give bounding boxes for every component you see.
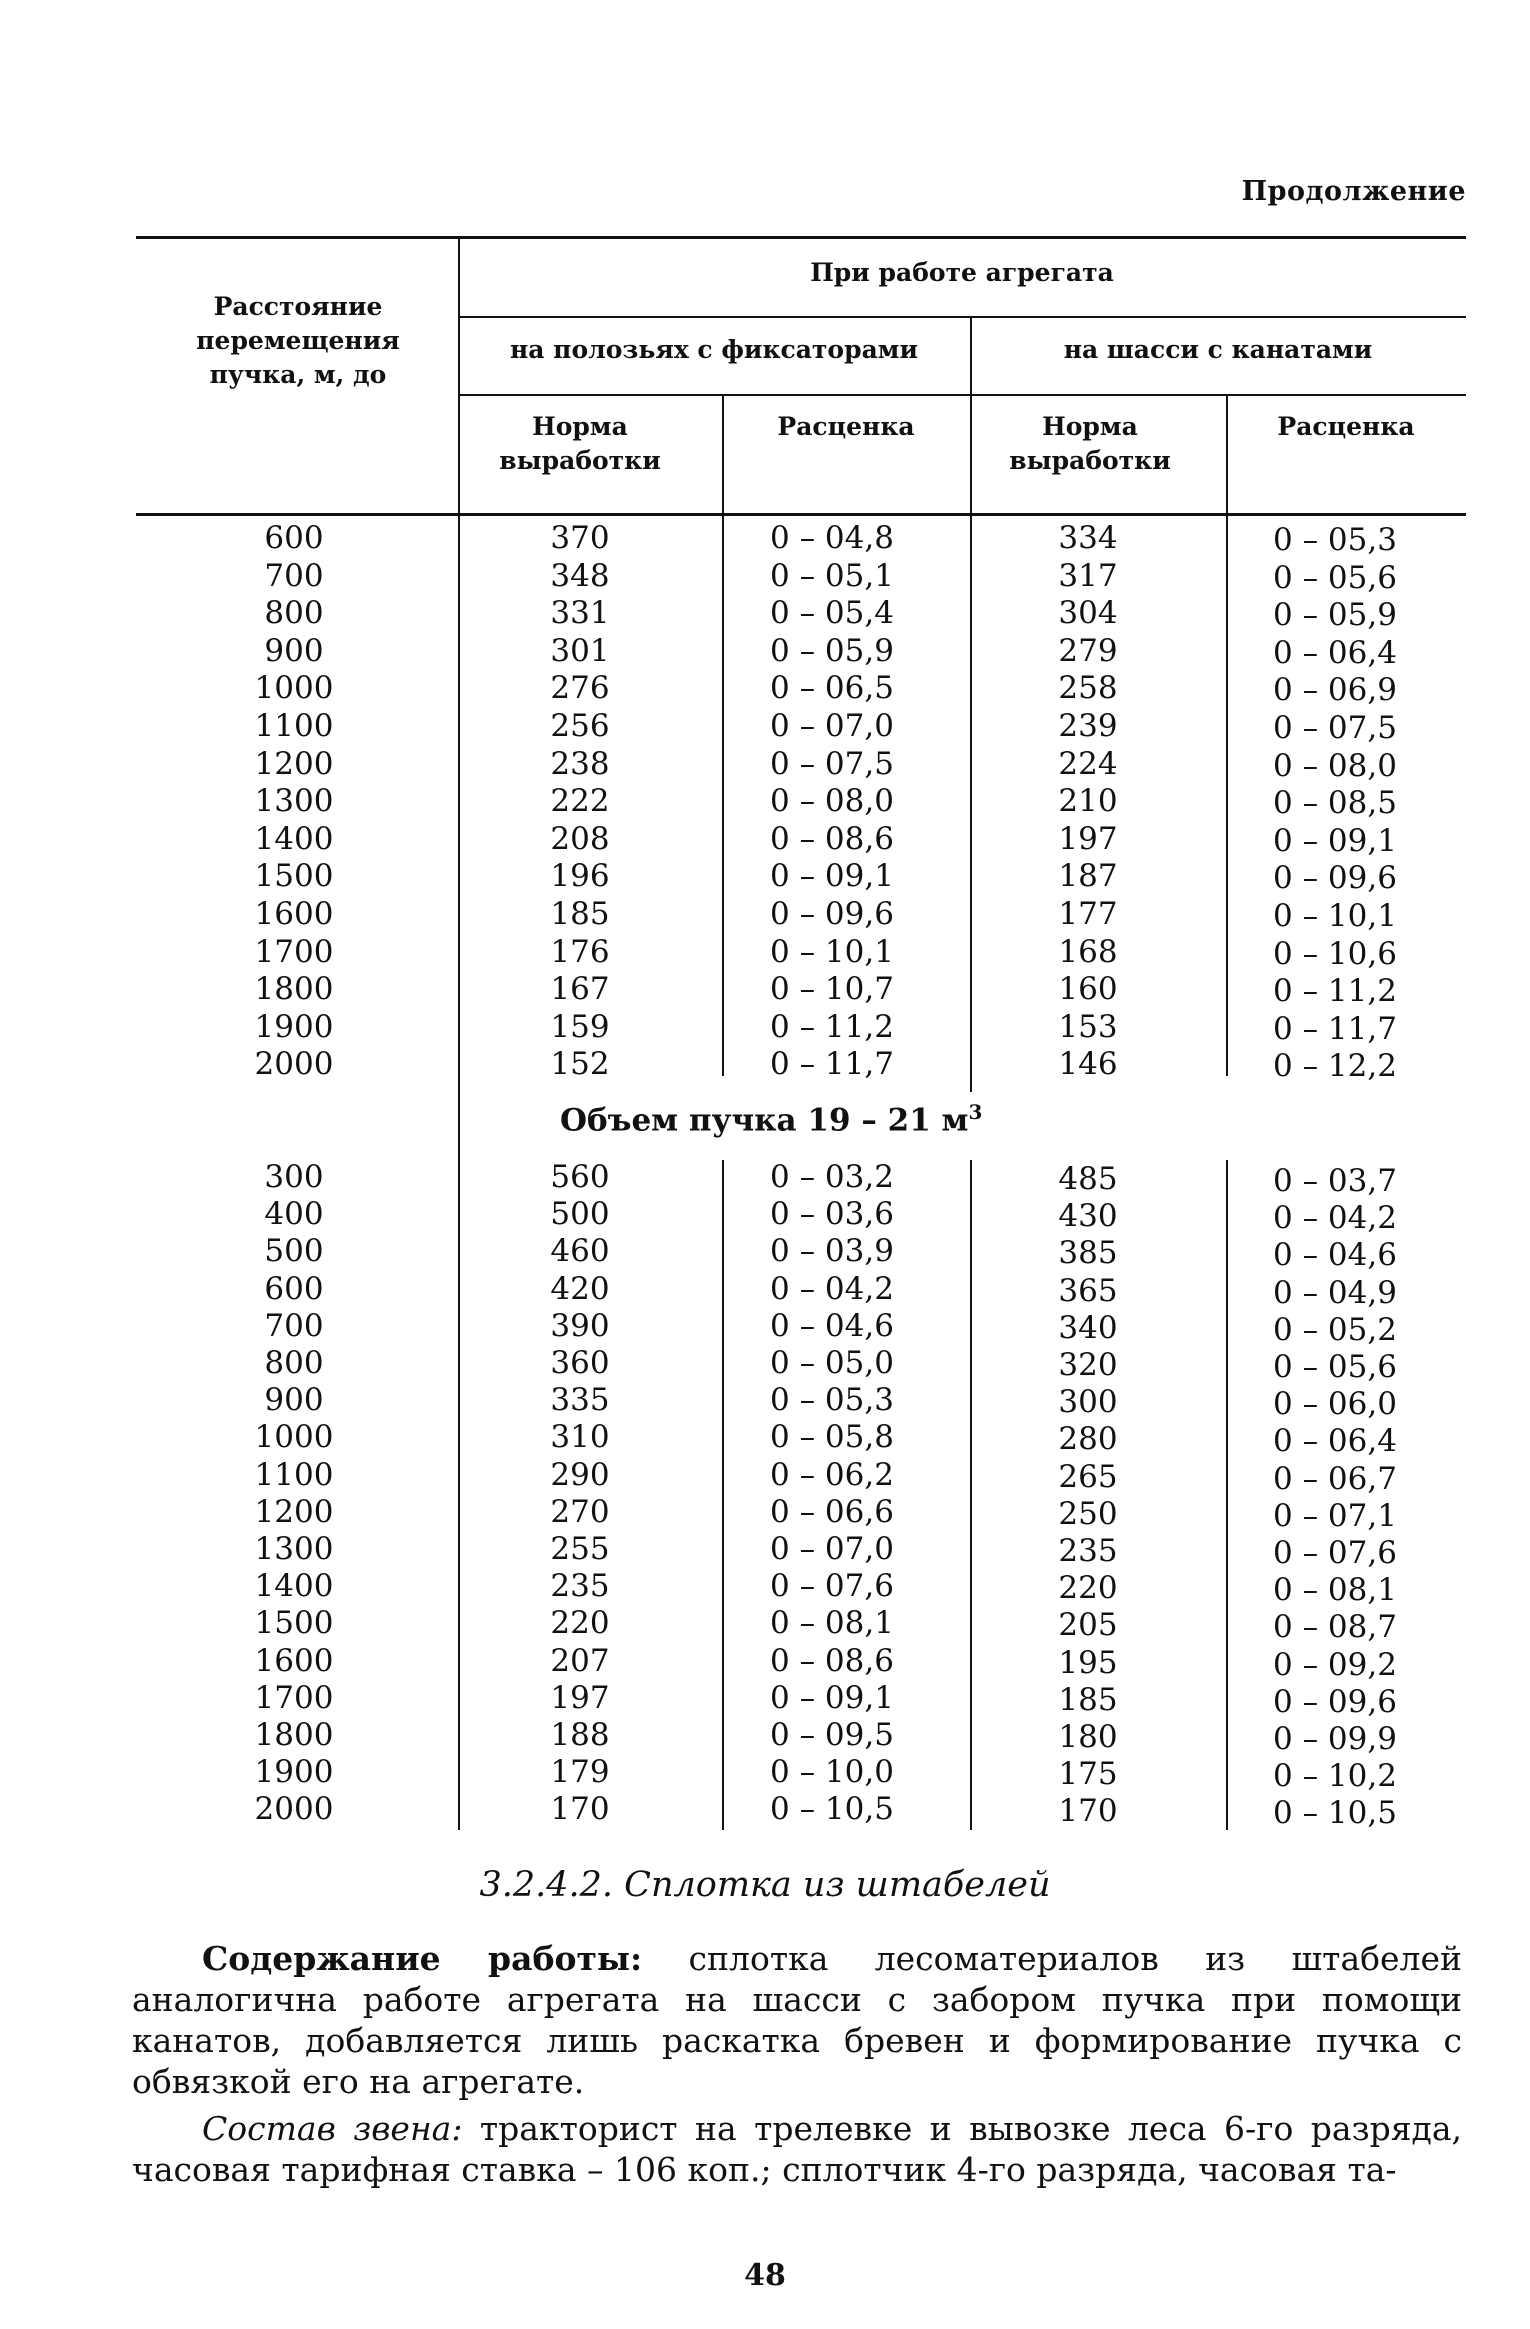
table-cell: 1000: [254, 670, 334, 707]
block2-distance-column: [248, 1159, 340, 1829]
table-cell: 0 – 10,2: [1273, 1758, 1397, 1795]
table-cell: 0 – 11,7: [1273, 1010, 1397, 1047]
table-cell: 168: [1058, 933, 1118, 970]
table-cell: 1000: [254, 1419, 334, 1456]
table-cell: 500: [550, 1196, 610, 1233]
table-cell: 0 – 07,5: [1273, 709, 1397, 746]
table-cell: 400: [264, 1196, 324, 1233]
table-cell: 600: [264, 1270, 324, 1307]
table-cell: 197: [1058, 820, 1118, 857]
header-norm-chassis: Норма выработки: [1009, 412, 1171, 475]
table-cell: 235: [550, 1568, 610, 1605]
table-cell: 0 – 05,6: [1273, 559, 1397, 596]
header-rule-groups: [458, 394, 1466, 396]
block1-divider-skids: [722, 516, 724, 1076]
table-cell: 900: [264, 1382, 324, 1419]
table-cell: 0 – 10,1: [770, 933, 894, 970]
table-cell: 0 – 03,2: [770, 1159, 894, 1195]
table-cell: 0 – 04,8: [770, 520, 894, 556]
table-cell: 0 – 07,0: [770, 1531, 894, 1568]
table-cell: 0 – 10,7: [770, 971, 894, 1008]
section-subheading: 3.2.4.2. Сплотка из штабелей: [479, 1865, 1051, 1905]
table-cell: 430: [1058, 1198, 1118, 1235]
header-group-skids: на полозьях с фиксаторами: [509, 335, 919, 364]
table-cell: 390: [550, 1307, 610, 1344]
table-cell: 1700: [254, 1679, 334, 1716]
table-cell: 365: [1058, 1272, 1118, 1309]
table-cell: 210: [1058, 783, 1118, 820]
table-cell: 280: [1058, 1421, 1118, 1458]
table-cell: 900: [264, 632, 324, 669]
table-cell: 0 – 09,2: [1273, 1646, 1397, 1683]
table-cell: 300: [264, 1159, 324, 1195]
block1-norm-chassis-column: [1048, 520, 1128, 1084]
table-cell: 0 – 06,4: [1273, 1423, 1397, 1460]
table-cell: 175: [1058, 1756, 1118, 1793]
table-cell: 0 – 07,6: [770, 1568, 894, 1605]
table-cell: 485: [1058, 1161, 1118, 1197]
table-cell: 800: [264, 1345, 324, 1382]
table-cell: 1200: [254, 1493, 334, 1530]
table-cell: 205: [1058, 1607, 1118, 1644]
table-cell: 153: [1058, 1008, 1118, 1045]
table-cell: 0 – 10,5: [1273, 1795, 1397, 1832]
table-cell: 0 – 05,2: [1273, 1311, 1397, 1348]
table-cell: 187: [1058, 858, 1118, 895]
table-cell: 0 – 09,1: [770, 1679, 894, 1716]
table-cell: 0 – 08,1: [1273, 1572, 1397, 1609]
table-cell: 331: [550, 595, 610, 632]
table-cell: 279: [1058, 632, 1118, 669]
block1-rate-skids-column: [770, 520, 930, 1084]
table-cell: 0 – 06,4: [1273, 634, 1397, 671]
header-rate-skids: Расценка: [777, 412, 915, 441]
table-cell: 290: [550, 1456, 610, 1493]
table-cell: 224: [1058, 745, 1118, 782]
table-cell: 180: [1058, 1719, 1118, 1756]
block1-divider-groups: [970, 516, 972, 1092]
table-cell: 348: [550, 557, 610, 594]
table-cell: 0 – 05,3: [770, 1382, 894, 1419]
table-cell: 0 – 07,6: [1273, 1535, 1397, 1572]
table-cell: 800: [264, 595, 324, 632]
table-cell: 0 – 09,5: [770, 1717, 894, 1754]
table-cell: 160: [1058, 971, 1118, 1008]
table-cell: 270: [550, 1493, 610, 1530]
header-rate-chassis: Расценка: [1277, 412, 1415, 441]
table-cell: 1200: [254, 745, 334, 782]
table-cell: 1900: [254, 1008, 334, 1045]
table-cell: 170: [550, 1791, 610, 1828]
table-cell: 1400: [254, 820, 334, 857]
table-cell: 0 – 11,7: [770, 1046, 894, 1083]
table-cell: 195: [1058, 1644, 1118, 1681]
table-cell: 0 – 11,2: [1273, 973, 1397, 1010]
table-cell: 304: [1058, 595, 1118, 632]
work-content-lead: Содержание работы:: [202, 1939, 643, 1978]
table-cell: 700: [264, 1307, 324, 1344]
bundle-volume-section-label: [560, 1100, 982, 1138]
table-cell: 177: [1058, 895, 1118, 932]
table-cell: 0 – 05,4: [770, 595, 894, 632]
table-cell: 0 – 05,9: [770, 632, 894, 669]
table-cell: 385: [1058, 1235, 1118, 1272]
table-cell: 0 – 08,6: [770, 820, 894, 857]
table-cell: 0 – 08,1: [770, 1605, 894, 1642]
table-cell: 239: [1058, 707, 1118, 744]
table-cell: 0 – 06,0: [1273, 1386, 1397, 1423]
continuation-label: Продолжение: [1241, 176, 1466, 207]
header-rule-operation: [458, 316, 1466, 318]
table-cell: 0 – 08,6: [770, 1642, 894, 1679]
table-cell: 1900: [254, 1754, 334, 1791]
table-top-rule: [136, 236, 1466, 239]
table-cell: 220: [550, 1605, 610, 1642]
table-cell: 185: [1058, 1681, 1118, 1718]
work-content-paragraph: [132, 1938, 1462, 2102]
table-cell: 335: [550, 1382, 610, 1419]
table-cell: 0 – 08,5: [1273, 785, 1397, 822]
block2-rate-skids-column: [770, 1159, 930, 1829]
table-cell: 0 – 09,6: [1273, 860, 1397, 897]
block2-norm-skids-column: [540, 1159, 620, 1829]
table-cell: 208: [550, 820, 610, 857]
table-cell: 207: [550, 1642, 610, 1679]
table-divider-distance: [458, 236, 460, 1830]
table-cell: 235: [1058, 1533, 1118, 1570]
table-cell: 500: [264, 1233, 324, 1270]
table-cell: 0 – 07,0: [770, 707, 894, 744]
table-cell: 196: [550, 858, 610, 895]
block1-norm-skids-column: [540, 520, 620, 1084]
bundle-volume-text: Объем пучка 19 – 21 м: [560, 1102, 969, 1139]
table-cell: 197: [550, 1679, 610, 1716]
table-cell: 460: [550, 1233, 610, 1270]
table-cell: 0 – 12,2: [1273, 1048, 1397, 1085]
header-group-chassis: на шасси с канатами: [1063, 335, 1373, 364]
table-cell: 360: [550, 1345, 610, 1382]
crew-composition-paragraph: [132, 2108, 1462, 2190]
crew-composition-text: тракторист на трелевке и вывозке леса 6-го разряда, часовая тарифная ставка – 106 коп.; сплотчик 4-го разряда, часовая та-: [132, 2109, 1462, 2189]
bundle-volume-unit-power: 3: [968, 1100, 983, 1124]
table-cell: 0 – 07,5: [770, 745, 894, 782]
table-cell: 176: [550, 933, 610, 970]
table-cell: 1500: [254, 858, 334, 895]
block1-distance-column: [248, 520, 340, 1084]
table-cell: 167: [550, 971, 610, 1008]
table-cell: 560: [550, 1159, 610, 1195]
table-cell: 0 – 04,2: [770, 1270, 894, 1307]
table-cell: 0 – 03,7: [1273, 1163, 1397, 1199]
table-cell: 1600: [254, 1642, 334, 1679]
block1-divider-chassis: [1226, 516, 1228, 1076]
table-cell: 0 – 03,9: [770, 1233, 894, 1270]
table-cell: 0 – 05,9: [1273, 597, 1397, 634]
table-cell: 146: [1058, 1046, 1118, 1083]
table-cell: 2000: [254, 1791, 334, 1828]
table-cell: 255: [550, 1531, 610, 1568]
block2-divider-groups: [970, 1160, 972, 1830]
table-cell: 0 – 10,1: [1273, 897, 1397, 934]
table-cell: 0 – 05,1: [770, 557, 894, 594]
table-cell: 188: [550, 1717, 610, 1754]
table-cell: 2000: [254, 1046, 334, 1083]
table-cell: 0 – 03,6: [770, 1196, 894, 1233]
table-cell: 420: [550, 1270, 610, 1307]
table-cell: 0 – 08,0: [770, 783, 894, 820]
table-cell: 1300: [254, 783, 334, 820]
table-cell: 250: [1058, 1495, 1118, 1532]
table-cell: 1600: [254, 895, 334, 932]
table-cell: 600: [264, 520, 324, 556]
table-cell: 1100: [254, 707, 334, 744]
table-cell: 256: [550, 707, 610, 744]
block2-norm-chassis-column: [1048, 1161, 1128, 1831]
table-cell: 700: [264, 557, 324, 594]
table-cell: 0 – 08,0: [1273, 747, 1397, 784]
header-norm-skids: Норма выработки: [499, 412, 661, 475]
table-cell: 0 – 06,5: [770, 670, 894, 707]
table-cell: 0 – 09,1: [770, 858, 894, 895]
table-cell: 1500: [254, 1605, 334, 1642]
block2-divider-skids: [722, 1160, 724, 1830]
table-cell: 222: [550, 783, 610, 820]
table-cell: 0 – 09,6: [1273, 1683, 1397, 1720]
block1-rate-chassis-column: [1273, 522, 1433, 1086]
table-cell: 220: [1058, 1570, 1118, 1607]
table-cell: 238: [550, 745, 610, 782]
header-unit-operation: При работе агрегата: [810, 258, 1114, 287]
page-number: 48: [744, 2258, 786, 2293]
table-cell: 0 – 05,0: [770, 1345, 894, 1382]
table-cell: 0 – 10,5: [770, 1791, 894, 1828]
table-cell: 0 – 04,2: [1273, 1200, 1397, 1237]
table-cell: 0 – 07,1: [1273, 1497, 1397, 1534]
table-cell: 1100: [254, 1456, 334, 1493]
table-cell: 0 – 09,6: [770, 895, 894, 932]
table-cell: 1800: [254, 1717, 334, 1754]
table-cell: 159: [550, 1008, 610, 1045]
table-cell: 0 – 09,9: [1273, 1721, 1397, 1758]
table-cell: 340: [1058, 1309, 1118, 1346]
header-bottom-rule: [136, 513, 1466, 516]
table-cell: 1400: [254, 1568, 334, 1605]
table-cell: 0 – 04,6: [770, 1307, 894, 1344]
table-cell: 310: [550, 1419, 610, 1456]
table-cell: 0 – 11,2: [770, 1008, 894, 1045]
table-cell: 170: [1058, 1793, 1118, 1830]
table-cell: 0 – 08,7: [1273, 1609, 1397, 1646]
table-cell: 0 – 09,1: [1273, 822, 1397, 859]
table-cell: 0 – 04,6: [1273, 1237, 1397, 1274]
table-cell: 185: [550, 895, 610, 932]
block2-rate-chassis-column: [1273, 1163, 1433, 1833]
table-cell: 1800: [254, 971, 334, 1008]
table-cell: 0 – 10,0: [770, 1754, 894, 1791]
table-cell: 1700: [254, 933, 334, 970]
table-cell: 300: [1058, 1384, 1118, 1421]
table-cell: 265: [1058, 1458, 1118, 1495]
block2-divider-chassis: [1226, 1160, 1228, 1830]
table-cell: 0 – 06,7: [1273, 1460, 1397, 1497]
table-cell: 0 – 06,2: [770, 1456, 894, 1493]
table-cell: 317: [1058, 557, 1118, 594]
table-cell: 179: [550, 1754, 610, 1791]
table-cell: 334: [1058, 520, 1118, 556]
table-cell: 0 – 06,9: [1273, 672, 1397, 709]
table-cell: 370: [550, 520, 610, 556]
table-cell: 0 – 10,6: [1273, 935, 1397, 972]
table-cell: 258: [1058, 670, 1118, 707]
table-cell: 1300: [254, 1531, 334, 1568]
table-cell: 0 – 05,3: [1273, 522, 1397, 558]
table-cell: 0 – 06,6: [770, 1493, 894, 1530]
table-cell: 320: [1058, 1347, 1118, 1384]
header-distance: Расстояние перемещения пучка, м, до: [196, 292, 400, 389]
table-cell: 152: [550, 1046, 610, 1083]
work-content-text: сплотка лесоматериалов из штабелей аналогична работе агрегата на шасси с забором пучка при помощи канатов, добавляется лишь раскатка бревен и формирование пучка с обвязкой его на агрегате.: [132, 1939, 1462, 2101]
table-cell: 276: [550, 670, 610, 707]
table-cell: 0 – 05,8: [770, 1419, 894, 1456]
table-cell: 0 – 04,9: [1273, 1274, 1397, 1311]
table-cell: 0 – 05,6: [1273, 1349, 1397, 1386]
table-cell: 301: [550, 632, 610, 669]
crew-composition-lead: Состав звена:: [202, 2109, 463, 2148]
